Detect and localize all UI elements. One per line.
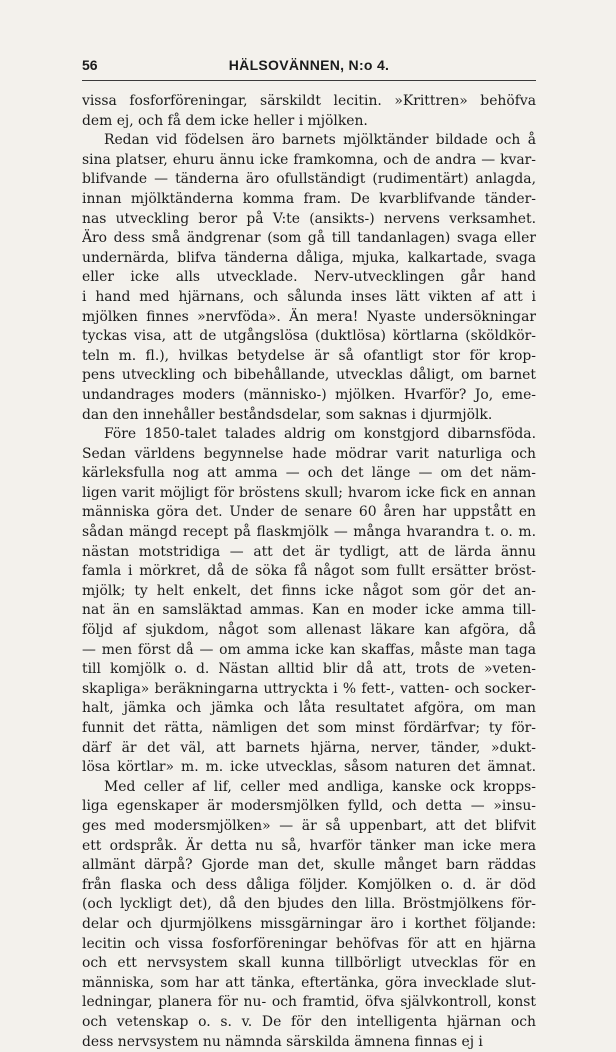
text-line: följd af sjukdom, något som allenast läkare kan afgöra, då [82, 621, 536, 641]
page-number: 56 [82, 57, 98, 73]
text-line: därf är det väl, att barnets hjärna, nerver, tänder, »dukt- [82, 739, 536, 759]
text-line: nat än en samsläktad ammas. Kan en moder icke amma till- [82, 601, 536, 621]
text-line: ett ordspråk. Är detta nu så, hvarför tänker man icke mera [82, 837, 536, 857]
text-line: människa, som har att tänka, eftertänka, göra invecklade slut- [82, 974, 536, 994]
text-line: — men först då — om amma icke kan skaffas, måste man taga [82, 641, 536, 661]
text-line: lösa körtlar» m. m. icke utvecklas, såsom naturen det ämnat. [82, 758, 536, 778]
body-text [82, 92, 536, 1052]
text-line: från flaska och dess dåliga följder. Komjölken o. d. är död [82, 876, 536, 896]
text-line: nästan motstridiga — att det är tydligt, att de lärda ännu [82, 543, 536, 563]
text-line: teln m. fl.), hvilkas betydelse är så ofantligt stor för krop- [82, 347, 536, 367]
text-line: liga egenskaper är modersmjölken fylld, och detta — »insu- [82, 797, 536, 817]
header-rule [82, 80, 536, 81]
running-header [82, 57, 536, 79]
text-line: tyckas visa, att de utgångslösa (duktlösa) körtlarna (sköldkör- [82, 327, 536, 347]
text-line: ges med modersmjölken» — är så uppenbart, att det blifvit [82, 817, 536, 837]
text-line: delar och djurmjölkens missgärningar äro i korthet följande: [82, 915, 536, 935]
text-line: pens utveckling och bibehållande, utvecklas dåligt, om barnet [82, 366, 536, 386]
text-line: innan mjölktänderna komma fram. De kvarblifvande tänder- [82, 190, 536, 210]
text-line: dem ej, och få dem icke heller i mjölken. [82, 112, 536, 132]
text-line: kärleksfulla nog att amma — och det länge — om det näm- [82, 464, 536, 484]
text-line: famla i mörkret, då de söka få något som fullt ersätter bröst- [82, 562, 536, 582]
text-line: ledningar, planera för nu- och framtid, öfva självkontroll, konst [82, 993, 536, 1013]
text-line: ligen varit möjligt för bröstens skull; hvarom icke fick en annan [82, 484, 536, 504]
text-line: och ett nervsystem skall kunna tillbörligt utvecklas för en [82, 954, 536, 974]
text-line: nas utveckling beror på V:te (ansikts-) nervens verksamhet. [82, 210, 536, 230]
text-line: och vetenskap o. s. v. De för den intelligenta hjärnan och [82, 1013, 536, 1033]
text-line: sådan mängd recept på flaskmjölk — många hvarandra t. o. m. [82, 523, 536, 543]
text-line: i hand med hjärnans, och sålunda inses lätt vikten af att i [82, 288, 536, 308]
text-line: lecitin och vissa fosforföreningar behöfvas för att en hjärna [82, 935, 536, 955]
text-line: mjölk; ty helt enkelt, det finns icke något som gör det an- [82, 582, 536, 602]
text-line: (och lyckligt det), då den bjudes den lilla. Bröstmjölkens för- [82, 895, 536, 915]
text-line: skapliga» beräkningarna uttryckta i % fett-, vatten- och socker- [82, 680, 536, 700]
text-line: människa göra det. Under de senare 60 åren har uppstått en [82, 503, 536, 523]
text-line: funnit det rätta, nämligen det som minst fördärfvar; ty för- [82, 719, 536, 739]
text-line: till komjölk o. d. Nästan alltid blir då att, trots de »veten- [82, 660, 536, 680]
text-line: vissa fosforföreningar, särskildt lecitin. »Krittren» behöfva [82, 92, 536, 112]
text-line: mjölken finnes »nervföda». Än mera! Nyaste undersökningar [82, 308, 536, 328]
text-line: halt, jämka och jämka och låta resultatet afgöra, om man [82, 699, 536, 719]
text-line: dan den innehåller beståndsdelar, som saknas i djurmjölk. [82, 406, 536, 426]
text-line: Sedan världens begynnelse hade mödrar varit naturliga och [82, 445, 536, 465]
text-line: eller icke alls utvecklade. Nerv-utvecklingen går hand [82, 268, 536, 288]
text-line: sina platser, ehuru ännu icke framkomna, och de andra — kvar- [82, 151, 536, 171]
journal-title: HÄLSOVÄNNEN, N:o 4. [82, 57, 536, 73]
text-line: undernärda, blifva tänderna dåliga, mjuka, kalkartade, svaga [82, 249, 536, 269]
text-line: Äro dess små ändgrenar (som gå till tandanlagen) svaga eller [82, 229, 536, 249]
text-line: dess nervsystem nu nämnda särskilda ämnena finnas ej i [82, 1033, 536, 1052]
text-line: Redan vid födelsen äro barnets mjölktänder bildade och å [82, 131, 536, 151]
text-line: Före 1850-talet talades aldrig om konstgjord dibarnsföda. [82, 425, 536, 445]
text-line: undandrages moders (människo-) mjölken. Hvarför? Jo, eme- [82, 386, 536, 406]
text-line: allmänt därpå? Gjorde man det, skulle månget barn räddas [82, 856, 536, 876]
text-line: blifvande — tänderna äro ofullständigt (rudimentärt) anlagda, [82, 170, 536, 190]
text-line: Med celler af lif, celler med andliga, kanske ock kropps- [82, 778, 536, 798]
